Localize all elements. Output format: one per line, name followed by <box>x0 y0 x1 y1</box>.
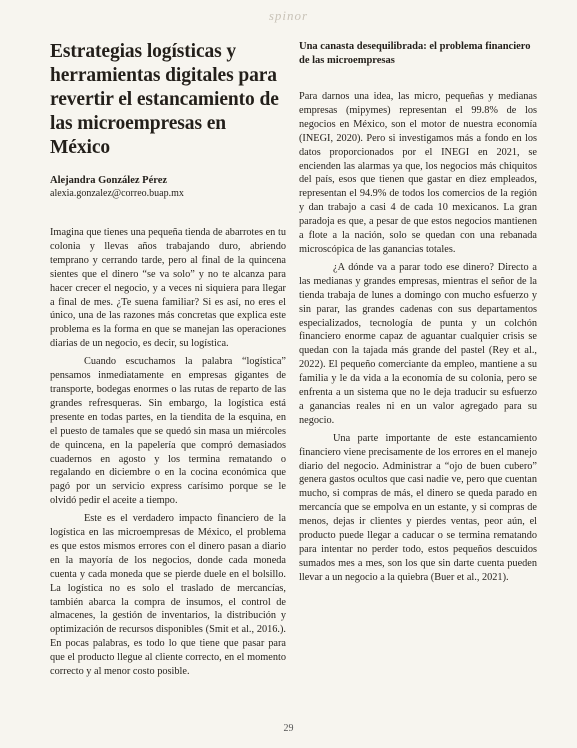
left-column <box>50 40 286 679</box>
right-column <box>299 40 537 585</box>
paragraph: Una parte importante de este estancamiento financiero viene precisamente de los errores en el manejo diario del negocio. Administrar a “ojo de buen cubero” genera gastos ocultos que casi nadie ve, pero que cuentan mucho, si compras de más, el dinero se queda parado en mercancía que se empolva en un estante, y si compras de menos, dejas ir clientes y pierdes ventas, peor aún, el producto puede llegar a caducar o se termina rematando para intentar no perder todo, estos pequeños descuidos sumados mes a mes, son los que sin darte cuenta pueden llevar a un negocio a la quiebra (Buer et al., 2021). <box>299 432 537 583</box>
journal-header: spinor <box>268 8 309 23</box>
author-email[interactable]: alexia.gonzalez@correo.buap.mx <box>50 188 184 199</box>
paragraph: Imagina que tienes una pequeña tienda de abarrotes en tu colonia y llevas años trabajando duro, abriendo temprano y cerrando tarde, pero al final de la quincena sientes que el dinero “se va solo” y no te alcanza para hacer crecer el negocio, y a veces ni siquiera para llegar a final de mes. ¿Te suena familiar? Si es así, no eres el único, una de las razones más concretas que explica este problema es la forma en que se manejan las operaciones diarias de un negocio, es decir, su logística. <box>50 227 286 350</box>
article-title: Estrategias logísticas y herramientas digitales para revertir el estancamiento de las microempresas en México <box>50 41 279 158</box>
paragraph: Este es el verdadero impacto financiero de la logística en las microempresas de México, el problema es que estos mismos errores con el dinero pasan a diario en la mayoría de los negocios, donde cada moneda cuenta y cada moneda que se pierde duele en el bolsillo. La logística no es solo el traslado de mercancías, también abarca la compra de insumos, el control de almacenes, la gestión de inventarios, la distribución y optimización de recursos disponibles (Smit et al., 2016.). En pocas palabras, es todo lo que tiene que pasar para que el producto llegue al cliente correcto, en el momento correcto y al menor costo posible. <box>50 513 286 678</box>
page-number: 29 <box>283 723 294 734</box>
paragraph: Cuando escuchamos la palabra “logística” pensamos inmediatamente en empresas gigantes de transporte, bodegas enormes o las rutas de reparto de las grandes refresqueras. Sin embargo, la logística está presente en todas partes, en la tiendita de la esquina, en el puesto de tamales que se quedó sin masa un miércoles de quincena, en la papelería que compró demasiados cuadernos en agosto y los termina rematando o regalando en diciembre o en la cocina económica que pagó por un servicio express carísimo porque se le olvidó pedir el aceite a tiempo. <box>50 356 286 507</box>
paragraph: ¿A dónde va a parar todo ese dinero? Directo a las medianas y grandes empresas, mientras el señor de la tienda trabaja de lunes a domingo con mucho esfuerzo y sin parar, las grandes cadenas con sus departamentos especializados, tecnología de punta y un colchón financiero enorme capaz de aguantar cualquier crisis se quedan con la tajada más grande del pastel (Rey et al., 2022). El pequeño comerciante da empleo, mantiene a su familia y le da vida a la economía de su colonia, pero se enfrenta a un sistema que no le deja traducir su esfuerzo a ganancias reales ni en un valor agregado para su negocio. <box>299 261 537 426</box>
author-name: Alejandra González Pérez <box>50 175 168 186</box>
paragraph: Para darnos una idea, las micro, pequeñas y medianas empresas (mipymes) representan el 99.8% de los negocios en México, son el motor de nuestra economía (INEGI, 2020). Pero si investigamos más a fondo en los datos proporcionados por el INEGI en 2021, se encienden las alarmas ya que, los negocios más chiquitos del país, esos que tienen que gastar en diez empleados, representan el 94.9% de todos los comercios de la región y dan trabajo a casi 4 de cada 10 mexicanos. La gran paradoja es que, a pesar de que estos negocios mantienen a flote a la nación, solo se quedan con una rebanada microscópica de las ganancias totales. <box>299 91 537 255</box>
section-heading: Una canasta desequilibrada: el problema financiero de las microempresas <box>299 41 531 66</box>
